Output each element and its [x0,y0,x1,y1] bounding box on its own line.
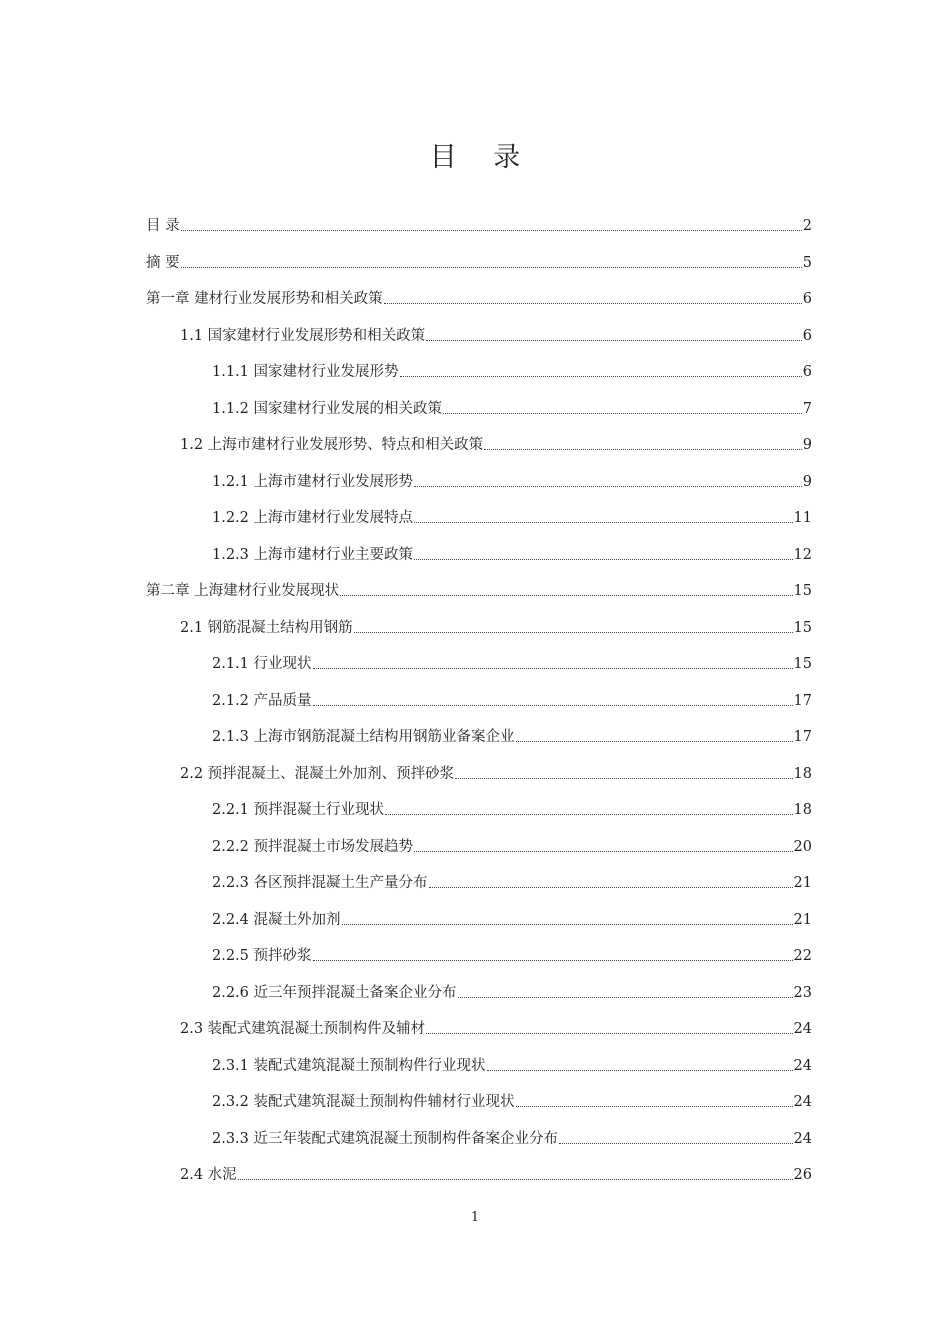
toc-entry-label: 2.2.3 各区预拌混凝土生产量分布 [212,875,428,891]
toc-leader-dots [484,448,802,450]
toc-entry-page: 6 [802,327,812,344]
toc-leader-dots [354,631,793,633]
toc-leader-dots [443,412,802,414]
toc-entry[interactable] [212,675,812,711]
toc-entry-label: 2.1.2 产品质量 [212,692,312,709]
toc-entry[interactable] [212,967,812,1003]
toc-entry-label: 2.2.1 预拌混凝土行业现状 [212,802,385,818]
toc-entry-label: 2.2.6 近三年预拌混凝土备案企业分布 [212,984,457,1001]
toc-entry-label: 2.1 钢筋混凝土结构用钢筋 [180,619,353,636]
toc-entry-label: 第一章 建材行业发展形势和相关政策 [146,291,383,307]
toc-leader-dots [426,339,802,341]
toc-leader-dots [414,485,802,487]
toc-entry-page: 24 [793,1057,812,1074]
toc-entry-page: 6 [802,364,812,380]
toc-entry[interactable] [180,1003,812,1039]
toc-leader-dots [400,375,802,377]
toc-entry[interactable] [146,273,812,309]
toc-entry-page: 26 [793,1167,812,1183]
toc-entry-label: 第二章 上海建材行业发展现状 [146,583,340,599]
toc-entry-page: 24 [793,1021,812,1037]
toc-entry[interactable] [212,1113,812,1149]
toc-entry-page: 7 [802,400,812,417]
toc-leader-dots [181,266,802,268]
toc-entry-label: 1.1.2 国家建材行业发展的相关政策 [212,400,443,417]
toc-entry[interactable] [212,1076,812,1112]
toc-entry-label: 1.2 上海市建材行业发展形势、特点和相关政策 [180,437,484,453]
toc-entry-page: 9 [802,473,812,490]
toc-leader-dots [414,850,793,852]
toc-entry-page: 2 [802,218,812,234]
toc-entry[interactable] [212,492,812,528]
toc-leader-dots [414,558,793,560]
toc-leader-dots [181,229,802,231]
toc-leader-dots [429,886,793,888]
toc-entry-label: 摘 要 [146,254,180,271]
toc-entry-page: 17 [793,692,812,709]
toc-entry-page: 21 [793,911,812,928]
toc-entry-label: 1.2.3 上海市建材行业主要政策 [212,546,414,563]
toc-entry-page: 11 [793,510,812,526]
toc-entry-label: 2.2.4 混凝土外加剂 [212,911,341,928]
toc-entry-page: 5 [802,254,812,271]
toc-leader-dots [385,813,793,815]
toc-entry-page: 15 [793,583,812,599]
toc-entry[interactable] [212,1040,812,1076]
toc-leader-dots [384,302,802,304]
toc-leader-dots [313,667,793,669]
toc-entry-page: 15 [793,619,812,636]
toc-entry-label: 2.3 装配式建筑混凝土预制构件及辅材 [180,1021,426,1037]
toc-leader-dots [313,959,793,961]
toc-entry[interactable] [146,200,812,236]
toc-entry[interactable] [146,565,812,601]
toc-entry[interactable] [212,346,812,382]
toc-entry-label: 1.1 国家建材行业发展形势和相关政策 [180,327,426,344]
toc-entry-page: 18 [793,765,812,782]
toc-entry-page: 23 [793,984,812,1001]
toc-leader-dots [455,777,792,779]
toc-entry-page: 15 [793,656,812,672]
toc-entry-label: 2.1.3 上海市钢筋混凝土结构用钢筋业备案企业 [212,729,515,745]
toc-leader-dots [340,594,792,596]
toc-entry[interactable] [212,529,812,565]
toc-entry[interactable] [212,784,812,820]
toc-entry[interactable] [212,711,812,747]
page-number: 1 [470,1210,480,1225]
toc-entry[interactable] [212,383,812,419]
toc-entry-label: 目 录 [146,218,180,234]
toc-entry[interactable] [212,894,812,930]
toc-entry-label: 2.3.1 装配式建筑混凝土预制构件行业现状 [212,1057,486,1074]
toc-leader-dots [516,740,793,742]
toc-entry-label: 2.2.2 预拌混凝土市场发展趋势 [212,838,414,855]
toc-entry-page: 12 [793,546,812,563]
toc-leader-dots [313,704,793,706]
toc-leader-dots [342,923,793,925]
toc-entry[interactable] [180,1149,812,1185]
toc-entry[interactable] [212,930,812,966]
toc-entry-label: 2.4 水泥 [180,1167,237,1183]
toc-entry-page: 17 [793,729,812,745]
toc-entry-label: 2.2 预拌混凝土、混凝土外加剂、预拌砂浆 [180,765,455,782]
toc-entry-label: 2.1.1 行业现状 [212,656,312,672]
toc-entry-label: 2.3.3 近三年装配式建筑混凝土预制构件备案企业分布 [212,1130,559,1147]
toc-entry-label: 1.1.1 国家建材行业发展形势 [212,364,399,380]
toc-leader-dots [426,1032,792,1034]
toc-entry[interactable] [180,602,812,638]
toc-entry-page: 21 [793,875,812,891]
toc-entry-label: 2.2.5 预拌砂浆 [212,948,312,964]
toc-leader-dots [414,521,793,523]
toc-entry[interactable] [212,456,812,492]
toc-entry-page: 24 [793,1130,812,1147]
toc-leader-dots [559,1142,793,1144]
toc-entry-label: 1.2.1 上海市建材行业发展形势 [212,473,414,490]
toc-entry[interactable] [212,638,812,674]
toc-entry-page: 20 [793,838,812,855]
toc-leader-dots [487,1069,793,1071]
toc-entry[interactable] [212,857,812,893]
toc-entry[interactable] [180,419,812,455]
toc-entry-label: 2.3.2 装配式建筑混凝土预制构件辅材行业现状 [212,1094,515,1110]
toc-entry[interactable] [212,821,812,857]
toc-entry-label: 1.2.2 上海市建材行业发展特点 [212,510,414,526]
toc-leader-dots [516,1105,793,1107]
toc-leader-dots [458,996,793,998]
toc-entry-page: 6 [802,291,812,307]
toc-entry-page: 22 [793,948,812,964]
toc-leader-dots [238,1178,793,1180]
toc-entry[interactable] [180,310,812,346]
toc-title: 目 录 [429,142,535,173]
toc-entry[interactable] [146,237,812,273]
toc-entry[interactable] [180,748,812,784]
toc-entry-page: 9 [802,437,812,453]
toc-entry-page: 18 [793,802,812,818]
toc-entry-page: 24 [793,1094,812,1110]
